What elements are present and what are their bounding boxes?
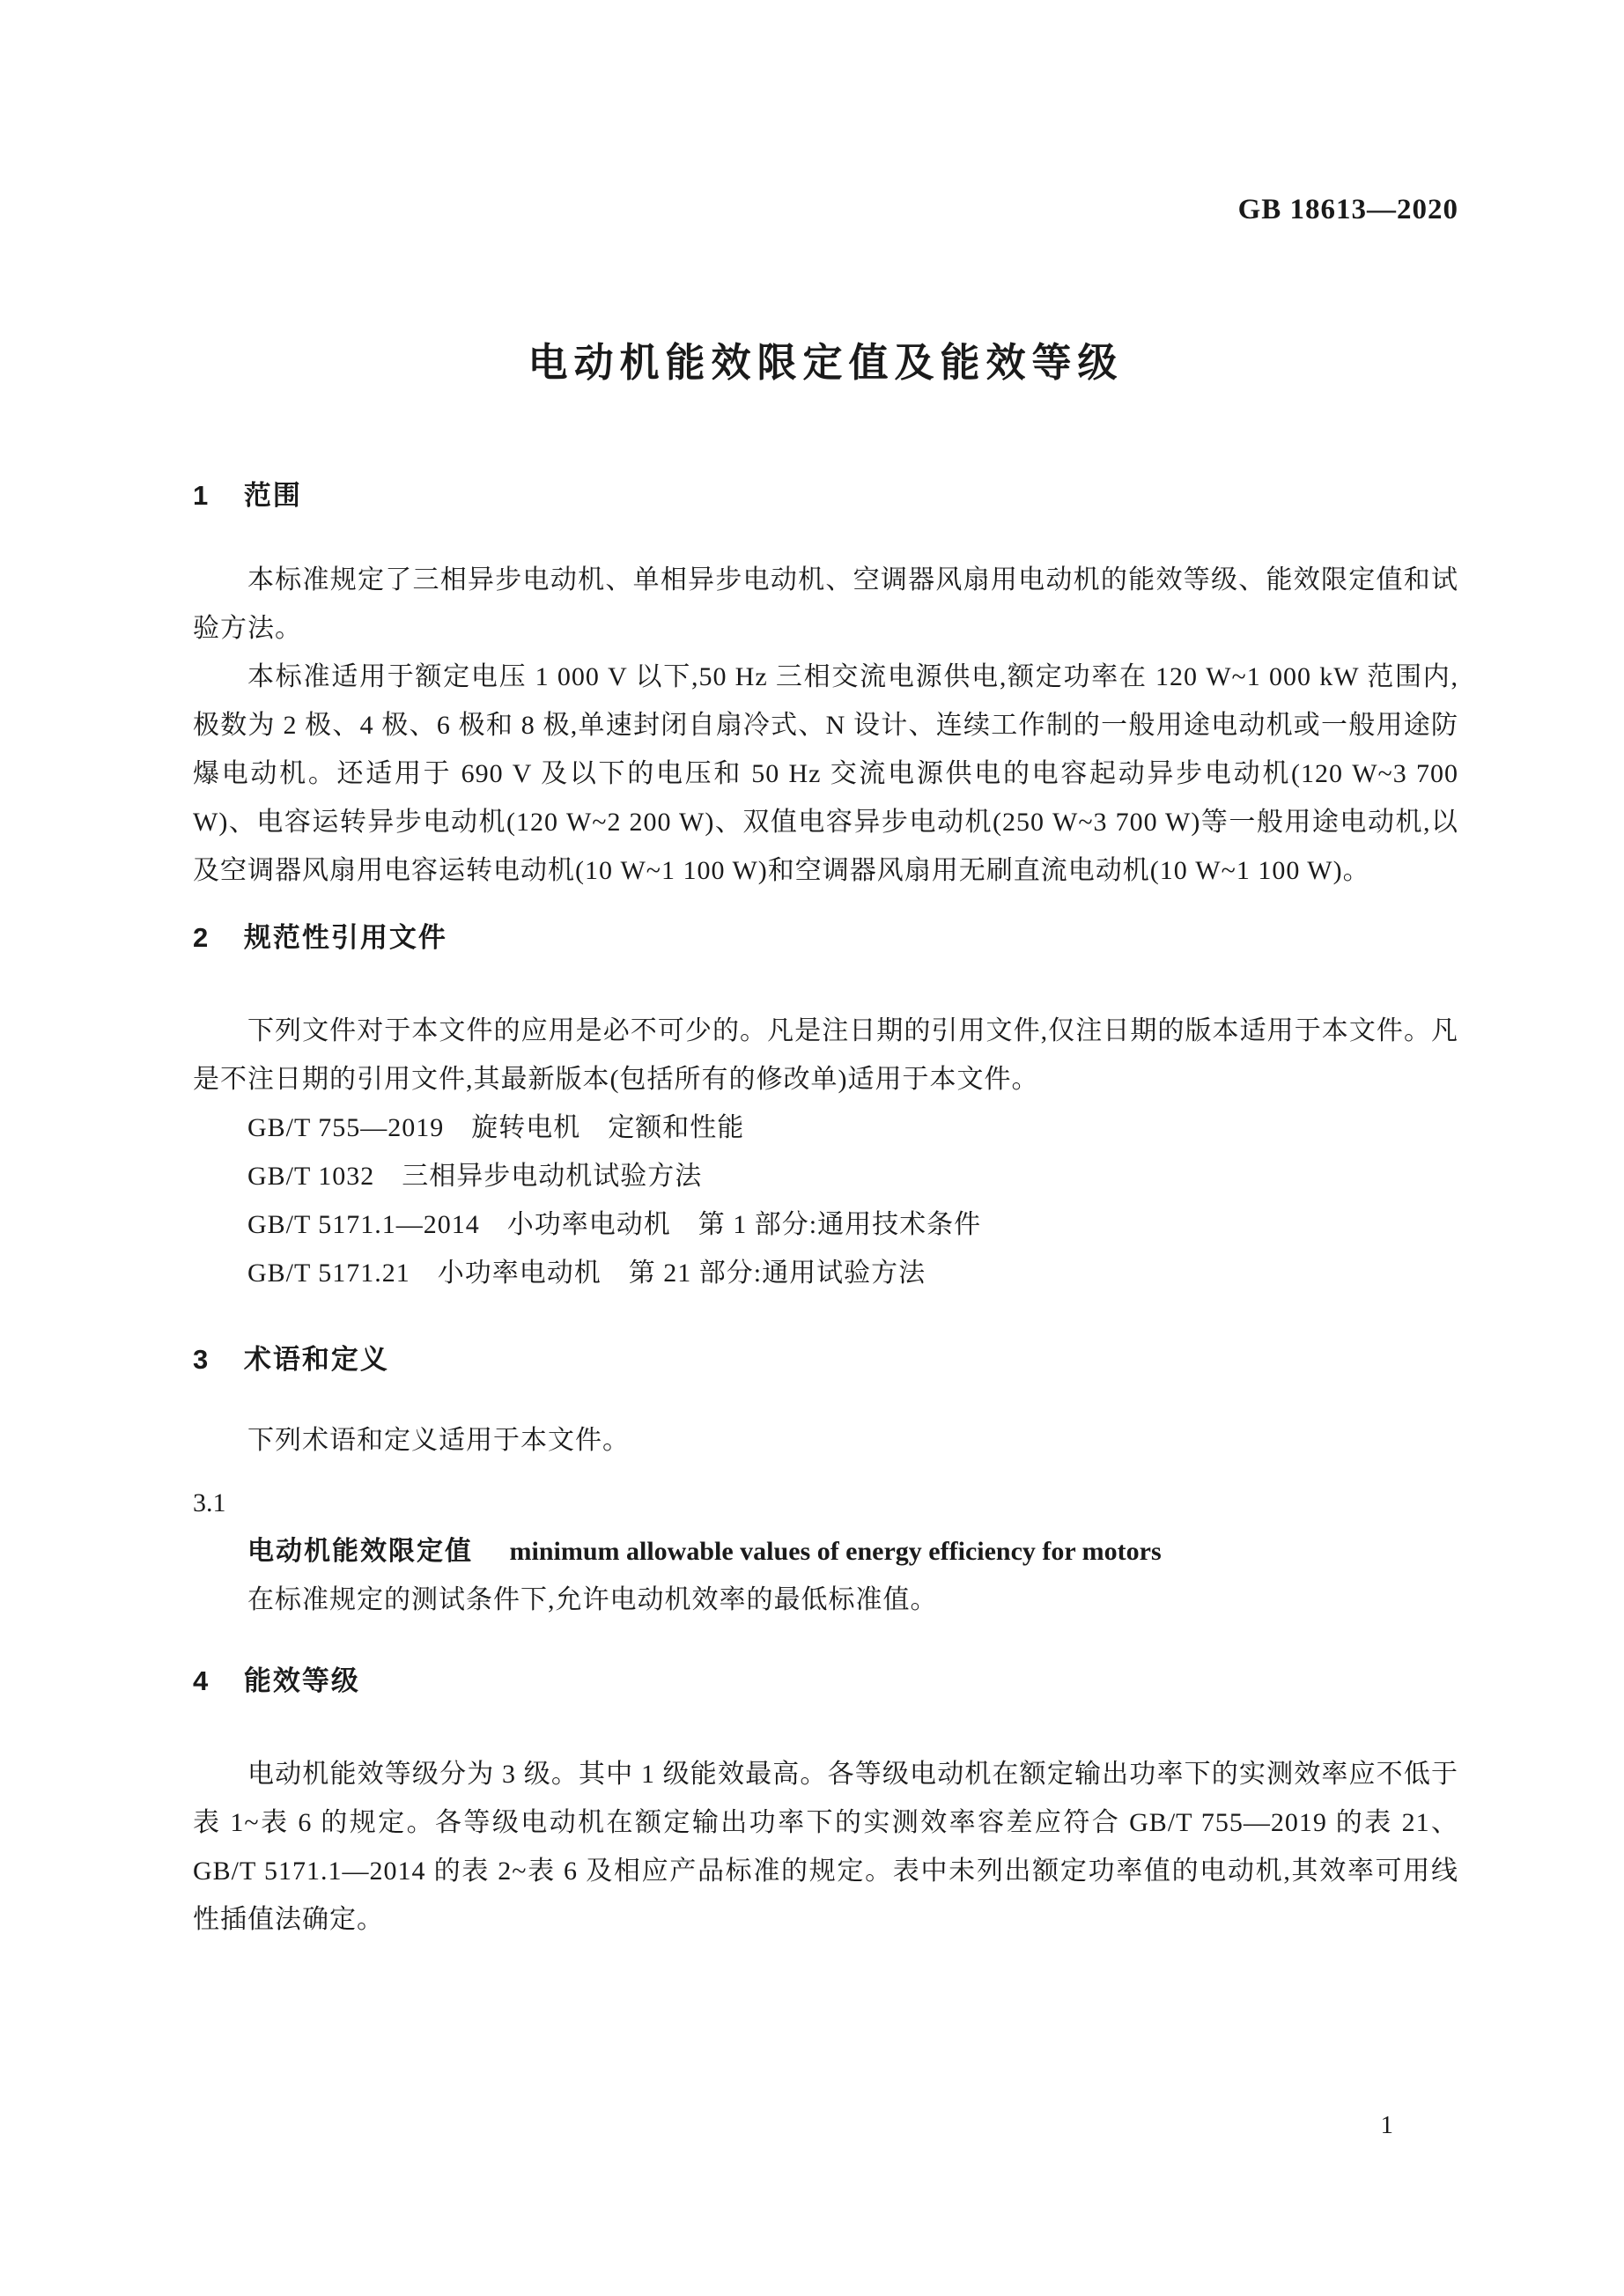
page-number: 1 <box>1380 2111 1393 2139</box>
document-title: 电动机能效限定值及能效等级 <box>528 340 1124 385</box>
scope-paragraph-1: 本标准规定了三相异步电动机、单相异步电动机、空调器风扇用电动机的能效等级、能效限定值和试验方法。 <box>193 565 1458 643</box>
section-3-heading <box>193 1340 1458 1379</box>
section-2-heading <box>193 918 1458 957</box>
term-chinese: 电动机能效限定值 <box>247 1537 473 1566</box>
grades-paragraph: 电动机能效等级分为 3 级。其中 1 级能效最高。各等级电动机在额定输出功率下的实测效率应不低于表 1~表 6 的规定。各等级电动机在额定输出功率下的实测效率容差应符合 GB/T 755—2019 的表 21、GB/T 5171.1—2014 的表 2~表 6 及相应产品标准的规定。表中未列出额定功率值的电动机,其效率可用线性插值法确定。 <box>193 1760 1458 1934</box>
references-intro-paragraph: 下列文件对于本文件的应用是必不可少的。凡是注日期的引用文件,仅注日期的版本适用于本文件。凡是不注日期的引用文件,其最新版本(包括所有的修改单)适用于本文件。 <box>193 1016 1458 1094</box>
section-4-heading <box>193 1661 1458 1701</box>
section-4-title: 能效等级 <box>243 1665 360 1696</box>
standard-code: GB 18613—2020 <box>1237 194 1458 225</box>
reference-list <box>193 1104 1458 1297</box>
terms-intro-paragraph: 下列术语和定义适用于本文件。 <box>247 1426 630 1455</box>
section-4-number: 4 <box>193 1665 209 1696</box>
reference-item-2: GB/T 1032 三相异步电动机试验方法 <box>247 1162 703 1191</box>
term-entry-number: 3.1 <box>193 1488 226 1517</box>
section-1-number: 1 <box>193 480 209 511</box>
section-2-number: 2 <box>193 922 209 953</box>
term-definition: 在标准规定的测试条件下,允许电动机效率的最低标准值。 <box>247 1585 938 1614</box>
section-1-heading <box>193 476 1458 515</box>
term-entry-title <box>193 1527 1458 1576</box>
section-2-title: 规范性引用文件 <box>243 922 447 953</box>
reference-item-1: GB/T 755—2019 旋转电机 定额和性能 <box>247 1113 745 1142</box>
reference-item-3: GB/T 5171.1—2014 小功率电动机 第 1 部分:通用技术条件 <box>247 1210 982 1239</box>
scope-paragraph-2: 本标准适用于额定电压 1 000 V 以下,50 Hz 三相交流电源供电,额定功率在 120 W~1 000 kW 范围内,极数为 2 极、4 极、6 极和 8 极,单速封闭自扇冷式、N 设计、连续工作制的一般用途电动机或一般用途防爆电动机。还适用于 690 V 及以下的电压和 50 Hz 交流电源供电的电容起动异步电动机(120 W~3 700 W)、电容运转异步电动机(120 W~2 200 W)、双值电容异步电动机(250 W~3 700 W)等一般用途电动机,以及空调器风扇用电容运转电动机(10 W~1 100 W)和空调器风扇用无刷直流电动机(10 W~1 100 W)。 <box>193 662 1458 885</box>
section-3-title: 术语和定义 <box>243 1344 389 1375</box>
term-english: minimum allowable values of energy efficiency for motors <box>509 1537 1162 1566</box>
reference-item-4: GB/T 5171.21 小功率电动机 第 21 部分:通用试验方法 <box>247 1259 926 1288</box>
section-3-number: 3 <box>193 1344 209 1375</box>
section-1-title: 范围 <box>243 480 302 511</box>
